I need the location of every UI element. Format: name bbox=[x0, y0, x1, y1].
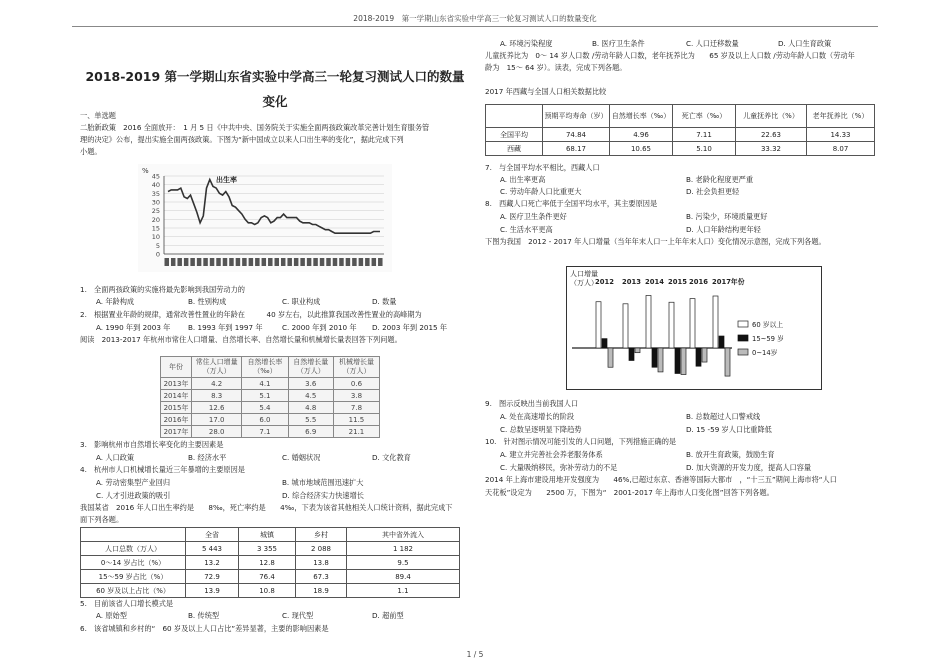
q8-option-a: A. 医疗卫生条件更好 bbox=[500, 212, 567, 221]
table-cell: 2 088 bbox=[296, 542, 347, 556]
q6-option-d: D. 人口生育政策 bbox=[778, 39, 832, 48]
q8-option-c: C. 生活水平更高 bbox=[500, 225, 553, 234]
y-tick-label: 20 bbox=[151, 215, 160, 224]
x-tick-label: 2015 bbox=[668, 278, 687, 286]
table-header-cell bbox=[486, 105, 543, 128]
q9-option-b: B. 总数超过人口警戒线 bbox=[686, 412, 761, 421]
bar-15~59 岁 bbox=[629, 348, 634, 360]
table-header-cell: 机械增长量（万人） bbox=[333, 357, 379, 378]
table-header-cell: 自然增长率（‰） bbox=[610, 105, 673, 128]
x-tick-label-block bbox=[210, 258, 215, 266]
q3-stem: 3. 影响杭州市自然增长率变化的主要因素是 bbox=[80, 440, 224, 449]
table-row bbox=[161, 378, 380, 390]
table-cell: 9.5 bbox=[347, 556, 460, 570]
x-tick-label-block bbox=[275, 258, 280, 266]
q5-option-d: D. 超前型 bbox=[372, 611, 404, 620]
definition-line-1: 儿童抚养比为 0～ 14 岁人口数 /劳动年龄人口数，老年抚养比为 65 岁及以上人口数 /劳动年龄人口数（劳动年 bbox=[485, 51, 855, 60]
bar-15~59 岁 bbox=[696, 348, 701, 366]
q6-option-a: A. 环境污染程度 bbox=[500, 39, 553, 48]
population-increment-chart bbox=[566, 266, 822, 390]
table-cell: 13.2 bbox=[186, 556, 239, 570]
intro-line-2: 理的决定》公布，提出实施全面两孩政策。下图为“新中国成立以来人口出生率的变化”，据此完成下列 bbox=[80, 135, 404, 144]
table-cell: 12.8 bbox=[239, 556, 296, 570]
legend-swatch bbox=[738, 349, 748, 355]
y-tick-label: 15 bbox=[151, 224, 160, 233]
q9-stem: 9. 图示反映出当前我国人口 bbox=[485, 399, 579, 408]
table-cell: 6.0 bbox=[242, 414, 288, 426]
x-tick-label-block bbox=[339, 258, 344, 266]
x-tick-label-block bbox=[197, 258, 202, 266]
x-tick-label-block bbox=[294, 258, 299, 266]
shanghai-line-2: 天花板”设定为 2500 万，下图为“ 2001-2017 年上海市人口变化图”回答下列各题。 bbox=[485, 488, 774, 497]
x-tick-label-block bbox=[372, 258, 377, 266]
table-header-cell: 乡村 bbox=[296, 528, 347, 542]
q9-option-d: D. 15 -59 岁人口比重降低 bbox=[686, 425, 772, 434]
bar-60 岁以上 bbox=[623, 304, 628, 348]
y-tick-label: 0 bbox=[155, 250, 160, 259]
x-tick-label-block bbox=[287, 258, 292, 266]
bar-15~59 岁 bbox=[675, 348, 680, 373]
increment-intro: 下图为我国 2012 - 2017 年人口增量（当年年末人口一上年年末人口）变化情况示意图，完成下列各题。 bbox=[485, 237, 826, 246]
x-tick-label-block bbox=[229, 258, 234, 266]
table-cell: 人口总数（万人） bbox=[81, 542, 186, 556]
bar-0~14岁 bbox=[635, 348, 640, 353]
x-tick-label-block bbox=[177, 258, 182, 266]
table-cell: 4.8 bbox=[288, 402, 333, 414]
table-cell: 10.65 bbox=[610, 142, 673, 156]
table-cell: 72.9 bbox=[186, 570, 239, 584]
table-row bbox=[81, 542, 460, 556]
table-cell: 2013年 bbox=[161, 378, 192, 390]
table-cell: 2017年 bbox=[161, 426, 192, 438]
q7-option-a: A. 出生率更高 bbox=[500, 175, 546, 184]
q3-option-a: A. 人口政策 bbox=[96, 453, 135, 462]
table-cell: 67.3 bbox=[296, 570, 347, 584]
table-cell: 1 182 bbox=[347, 542, 460, 556]
hangzhou-intro: 阅读 2013-2017 年杭州市常住人口增量、自然增长率、自然增长量和机械增长量表回答下列问题。 bbox=[80, 335, 402, 344]
q10-stem: 10. 针对图示情况可能引发的人口问题，下列措施正确的是 bbox=[485, 437, 677, 446]
x-tick-label-block bbox=[203, 258, 208, 266]
q8-option-b: B. 污染少，环境质量更好 bbox=[686, 212, 768, 221]
table-cell: 全国平均 bbox=[486, 128, 543, 142]
x-tick-label-block bbox=[346, 258, 351, 266]
table-cell: 12.6 bbox=[192, 402, 242, 414]
q7-stem: 7. 与全国平均水平相比，西藏人口 bbox=[485, 163, 600, 172]
table-row bbox=[161, 390, 380, 402]
q4-option-a: A. 劳动密集型产业回归 bbox=[96, 478, 171, 487]
table-header-cell: 全省 bbox=[186, 528, 239, 542]
legend-swatch bbox=[738, 335, 748, 341]
table-header-cell bbox=[81, 528, 186, 542]
table-cell: 5.5 bbox=[288, 414, 333, 426]
legend-label: 60 岁以上 bbox=[752, 321, 784, 329]
intro-line-3: 小题。 bbox=[80, 147, 102, 156]
x-tick-label-block bbox=[359, 258, 364, 266]
table-header-cell: 老年抚养比（%） bbox=[807, 105, 875, 128]
table-cell: 4.96 bbox=[610, 128, 673, 142]
series-label: 出生率 bbox=[216, 176, 237, 184]
legend-label: 15~59 岁 bbox=[752, 335, 784, 343]
table-cell: 89.4 bbox=[347, 570, 460, 584]
table-cell: 4.1 bbox=[242, 378, 288, 390]
table-row bbox=[486, 142, 875, 156]
q2-option-c: C. 2000 年到 2010 年 bbox=[282, 323, 357, 332]
q3-option-d: D. 文化教育 bbox=[372, 453, 411, 462]
shanghai-line-1: 2014 年上海市建设用地开发强度为 46%,已超过东京、香港等国际大都市 ，“十三五”期间上海市将“人口 bbox=[485, 475, 837, 484]
q5-stem: 5. 目前该省人口增长模式是 bbox=[80, 599, 174, 608]
bar-60 岁以上 bbox=[596, 302, 601, 348]
table-cell: 11.5 bbox=[333, 414, 379, 426]
x-tick-label-block bbox=[352, 258, 357, 266]
page-header: 2018-2019 第一学期山东省实验中学高三一轮复习测试人口的数量变化 bbox=[353, 14, 597, 23]
bar-60 岁以上 bbox=[690, 299, 695, 348]
x-tick-label-block bbox=[262, 258, 267, 266]
y-tick-label: 10 bbox=[151, 233, 160, 242]
q4-stem: 4. 杭州市人口机械增长量近三年暴增的主要原因是 bbox=[80, 465, 245, 474]
y-axis-title: 人口增量 bbox=[570, 270, 598, 278]
table-cell: 西藏 bbox=[486, 142, 543, 156]
q2-option-b: B. 1993 年到 1997 年 bbox=[188, 323, 263, 332]
q6-option-b: B. 医疗卫生条件 bbox=[592, 39, 645, 48]
x-tick-label-block bbox=[268, 258, 273, 266]
table-cell: 33.32 bbox=[736, 142, 807, 156]
header-rule bbox=[72, 26, 878, 27]
y-axis-unit: % bbox=[142, 167, 149, 175]
q2-option-a: A. 1990 年到 2003 年 bbox=[96, 323, 171, 332]
table-header-cell: 城镇 bbox=[239, 528, 296, 542]
table-cell: 7.1 bbox=[242, 426, 288, 438]
q6-option-c: C. 人口迁移数量 bbox=[686, 39, 739, 48]
birth-rate-chart bbox=[138, 164, 392, 272]
x-tick-label-block bbox=[320, 258, 325, 266]
legend-label: 0~14岁 bbox=[752, 349, 778, 357]
table-cell: 18.9 bbox=[296, 584, 347, 598]
county-intro-2: 面下列各题。 bbox=[80, 515, 124, 524]
legend-swatch bbox=[738, 321, 748, 327]
table-cell: 5.1 bbox=[242, 390, 288, 402]
bar-0~14岁 bbox=[702, 348, 707, 362]
table-cell: 13.8 bbox=[296, 556, 347, 570]
table-cell: 60 岁及以上占比（%） bbox=[81, 584, 186, 598]
q1-option-a: A. 年龄构成 bbox=[96, 297, 135, 306]
table-cell: 4.2 bbox=[192, 378, 242, 390]
q4-option-b: B. 城市地域范围迅速扩大 bbox=[282, 478, 364, 487]
x-tick-label-block bbox=[165, 258, 170, 266]
q1-option-c: C. 职业构成 bbox=[282, 297, 321, 306]
x-tick-label-block bbox=[307, 258, 312, 266]
y-tick-label: 25 bbox=[151, 207, 160, 216]
table-cell: 5 443 bbox=[186, 542, 239, 556]
table-cell: 68.17 bbox=[543, 142, 610, 156]
table-cell: 3 355 bbox=[239, 542, 296, 556]
section-heading: 一、单选题 bbox=[80, 111, 116, 120]
x-tick-label-block bbox=[281, 258, 286, 266]
bar-0~14岁 bbox=[608, 348, 613, 367]
x-tick-label: 2012 bbox=[595, 278, 614, 286]
y-tick-label: 5 bbox=[155, 241, 160, 250]
bar-0~14岁 bbox=[725, 348, 730, 376]
x-tick-label: 2017年份 bbox=[712, 278, 745, 286]
table-header-cell: 预期平均寿命（岁） bbox=[543, 105, 610, 128]
table-cell: 28.0 bbox=[192, 426, 242, 438]
x-tick-label-block bbox=[378, 258, 383, 266]
bar-15~59 岁 bbox=[602, 339, 607, 348]
tibet-table bbox=[485, 104, 875, 156]
q10-option-d: D. 加大资源的开发力度，提高人口容量 bbox=[686, 463, 812, 472]
table-row bbox=[486, 128, 875, 142]
q4-option-d: D. 综合经济实力快速增长 bbox=[282, 491, 364, 500]
table-row bbox=[161, 414, 380, 426]
y-tick-label: 30 bbox=[151, 198, 160, 207]
q2-stem: 2. 根据置业年龄的规律，通常改善性置业的年龄在 40 岁左右，以此推算我国改善性置业的高峰期为 bbox=[80, 310, 422, 319]
q8-stem: 8. 西藏人口死亡率低于全国平均水平，其主要原因是 bbox=[485, 199, 658, 208]
x-tick-label-block bbox=[313, 258, 318, 266]
x-tick-label: 2013 bbox=[622, 278, 641, 286]
x-tick-label-block bbox=[255, 258, 260, 266]
table-cell: 14.33 bbox=[807, 128, 875, 142]
table-cell: 22.63 bbox=[736, 128, 807, 142]
table-row bbox=[81, 570, 460, 584]
table-header-cell: 年份 bbox=[161, 357, 192, 378]
table-cell: 74.84 bbox=[543, 128, 610, 142]
county-intro-1: 我国某省 2016 年人口出生率约是 8‰，死亡率约是 4‰，下表为该省其他相关人口统计资料，据此完成下 bbox=[80, 503, 453, 512]
q5-option-a: A. 原始型 bbox=[96, 611, 127, 620]
y-tick-label: 35 bbox=[151, 189, 160, 198]
q3-option-b: B. 经济水平 bbox=[188, 453, 227, 462]
table-row bbox=[81, 584, 460, 598]
table-cell: 2015年 bbox=[161, 402, 192, 414]
chart-background bbox=[138, 164, 392, 272]
table-header-row bbox=[161, 357, 380, 378]
table-cell: 8.3 bbox=[192, 390, 242, 402]
bar-60 岁以上 bbox=[646, 295, 651, 348]
table-cell: 10.8 bbox=[239, 584, 296, 598]
y-axis-unit: （万人） bbox=[570, 279, 598, 287]
table-cell: 0.6 bbox=[333, 378, 379, 390]
bar-60 岁以上 bbox=[713, 296, 718, 348]
q9-option-c: C. 总数呈逐明显下降趋势 bbox=[500, 425, 582, 434]
x-tick-label-block bbox=[236, 258, 241, 266]
province-table bbox=[80, 527, 460, 598]
q10-option-a: A. 建立并完善社会养老服务体系 bbox=[500, 450, 603, 459]
q4-option-c: C. 人才引进政策的吸引 bbox=[96, 491, 171, 500]
table-cell: 2014年 bbox=[161, 390, 192, 402]
q8-option-d: D. 人口年龄结构更年轻 bbox=[686, 225, 761, 234]
intro-line-1: 二胎新政策 2016 全面放开： 1 月 5 日《中共中央、国务院关于实施全面两孩政策改革完善计划生育服务管 bbox=[80, 123, 430, 132]
table-header-row bbox=[486, 105, 875, 128]
q2-option-d: D. 2003 年到 2015 年 bbox=[372, 323, 448, 332]
table-cell: 5.4 bbox=[242, 402, 288, 414]
q6-stem: 6. 该省城镇和乡村的“ 60 岁及以上人口占比”差异显著，主要的影响因素是 bbox=[80, 624, 329, 633]
table-cell: 7.8 bbox=[333, 402, 379, 414]
table-cell: 1.1 bbox=[347, 584, 460, 598]
table-header-cell: 死亡率（‰） bbox=[673, 105, 736, 128]
table-cell: 13.9 bbox=[186, 584, 239, 598]
bar-15~59 岁 bbox=[719, 336, 724, 348]
table-header-row bbox=[81, 528, 460, 542]
definition-line-2: 龄为 15～ 64 岁）。读表，完成下列各题。 bbox=[485, 63, 627, 72]
table-cell: 7.11 bbox=[673, 128, 736, 142]
x-tick-label-block bbox=[216, 258, 221, 266]
table-cell: 76.4 bbox=[239, 570, 296, 584]
table-header-cell: 自然增长量（万人） bbox=[288, 357, 333, 378]
q9-option-a: A. 处在高速增长的阶段 bbox=[500, 412, 575, 421]
table-header-cell: 常住人口增量（万人） bbox=[192, 357, 242, 378]
table-header-cell: 儿童抚养比（%） bbox=[736, 105, 807, 128]
x-tick-label-block bbox=[333, 258, 338, 266]
table-cell: 4.5 bbox=[288, 390, 333, 402]
q10-option-c: C. 大量吸纳移民，弥补劳动力的不足 bbox=[500, 463, 618, 472]
q7-option-d: D. 社会负担更轻 bbox=[686, 187, 740, 196]
bar-15~59 岁 bbox=[652, 348, 657, 367]
table-cell: 3.8 bbox=[333, 390, 379, 402]
table-cell: 5.10 bbox=[673, 142, 736, 156]
q5-option-c: C. 现代型 bbox=[282, 611, 314, 620]
tibet-caption: 2017 年西藏与全国人口相关数据比较 bbox=[485, 87, 607, 96]
q1-option-d: D. 数量 bbox=[372, 297, 397, 306]
table-row bbox=[81, 556, 460, 570]
table-cell: 17.0 bbox=[192, 414, 242, 426]
q1-stem: 1. 全面两孩政策的实施将最先影响到我国劳动力的 bbox=[80, 285, 245, 294]
bar-60 岁以上 bbox=[669, 302, 674, 348]
x-tick-label-block bbox=[300, 258, 305, 266]
x-tick-label: 2016 bbox=[689, 278, 708, 286]
q1-option-b: B. 性别构成 bbox=[188, 297, 227, 306]
table-row bbox=[161, 402, 380, 414]
table-cell: 3.6 bbox=[288, 378, 333, 390]
table-cell: 8.07 bbox=[807, 142, 875, 156]
table-row bbox=[161, 426, 380, 438]
bar-0~14岁 bbox=[681, 348, 686, 375]
hangzhou-table bbox=[160, 356, 380, 438]
q5-option-b: B. 传统型 bbox=[188, 611, 220, 620]
q10-option-b: B. 放开生育政策，鼓励生育 bbox=[686, 450, 775, 459]
x-tick-label-block bbox=[171, 258, 176, 266]
document-title: 2018-2019 第一学期山东省实验中学高三一轮复习测试人口的数量变化 bbox=[85, 69, 465, 109]
x-tick-label-block bbox=[249, 258, 254, 266]
y-tick-label: 40 bbox=[151, 181, 160, 190]
page-number: 1 / 5 bbox=[466, 650, 484, 659]
q7-option-c: C. 劳动年龄人口比重更大 bbox=[500, 187, 582, 196]
table-cell: 6.9 bbox=[288, 426, 333, 438]
table-cell: 15～59 岁占比（%） bbox=[81, 570, 186, 584]
x-tick-label-block bbox=[326, 258, 331, 266]
q7-option-b: B. 老龄化程度更严重 bbox=[686, 175, 754, 184]
x-tick-label-block bbox=[190, 258, 195, 266]
x-tick-label-block bbox=[223, 258, 228, 266]
x-tick-label: 2014 bbox=[645, 278, 664, 286]
table-header-cell: 其中省外流入 bbox=[347, 528, 460, 542]
bar-0~14岁 bbox=[658, 348, 663, 372]
y-tick-label: 45 bbox=[151, 172, 160, 181]
table-cell: 21.1 bbox=[333, 426, 379, 438]
x-tick-label-block bbox=[242, 258, 247, 266]
table-header-cell: 自然增长率（‰） bbox=[242, 357, 288, 378]
q3-option-c: C. 婚姻状况 bbox=[282, 453, 321, 462]
table-cell: 0～14 岁占比（%） bbox=[81, 556, 186, 570]
x-tick-label-block bbox=[184, 258, 189, 266]
table-cell: 2016年 bbox=[161, 414, 192, 426]
x-tick-label-block bbox=[365, 258, 370, 266]
